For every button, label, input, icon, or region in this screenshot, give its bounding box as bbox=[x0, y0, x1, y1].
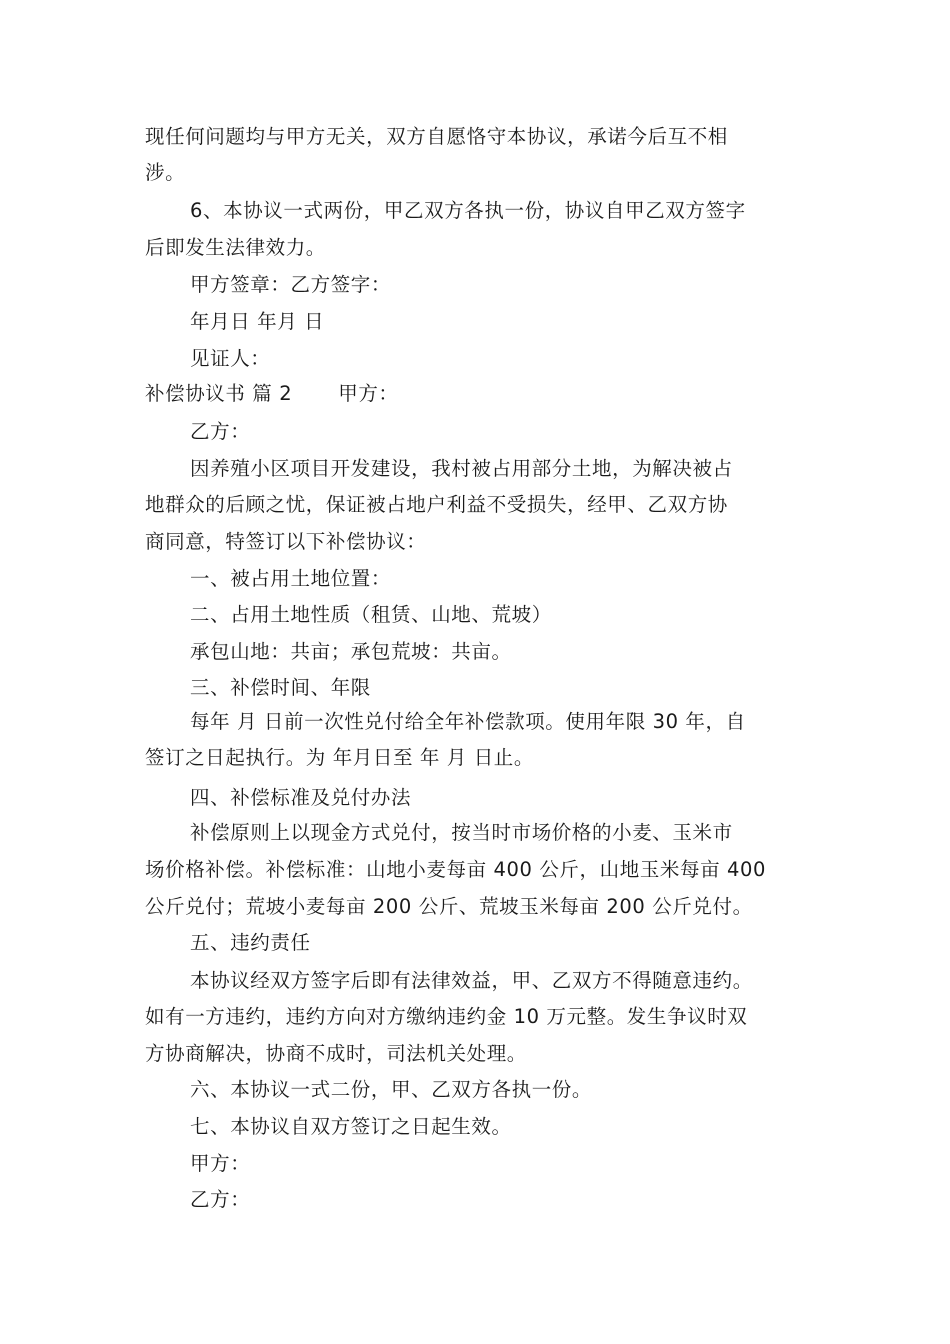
text-line-11: 因养殖小区项目开发建设，我村被占用部分土地，为解决被占 bbox=[190, 457, 733, 480]
text-line-28: 六、本协议一式二份，甲、乙双方各执一份。 bbox=[190, 1078, 593, 1101]
text-line-30: 甲方： bbox=[190, 1152, 251, 1175]
text-line-1: 现任何问题均与甲方无关，双方自愿恪守本协议，承诺今后互不相 bbox=[145, 125, 728, 148]
text-line-25: 本协议经双方签字后即有法律效益，甲、乙双方不得随意违约。 bbox=[190, 969, 753, 992]
section-heading-line bbox=[145, 381, 399, 407]
text-line-18: 每年 月 日前一次性兑付给全年补偿款项。使用年限 30 年，自 bbox=[190, 710, 746, 733]
text-line-22: 场价格补偿。补偿标准：山地小麦每亩 400 公斤，山地玉米每亩 400 bbox=[145, 858, 767, 881]
text-line-20: 四、补偿标准及兑付办法 bbox=[190, 786, 412, 809]
text-line-16: 承包山地：共亩；承包荒坡：共亩。 bbox=[190, 640, 512, 663]
text-line-2: 涉。 bbox=[145, 161, 186, 184]
text-line-17: 三、补偿时间、年限 bbox=[190, 676, 371, 699]
text-line-6: 年月日 年月 日 bbox=[190, 310, 325, 333]
text-line-13: 商同意，特签订以下补偿协议： bbox=[145, 530, 427, 553]
text-line-29: 七、本协议自双方签订之日起生效。 bbox=[190, 1115, 512, 1138]
party-a-label: 甲方： bbox=[338, 382, 399, 405]
text-line-27: 方协商解决，协商不成时，司法机关处理。 bbox=[145, 1042, 527, 1065]
text-line-19: 签订之日起执行。为 年月日至 年 月 日止。 bbox=[145, 746, 534, 769]
text-line-23: 公斤兑付；荒坡小麦每亩 200 公斤、荒坡玉米每亩 200 公斤兑付。 bbox=[145, 895, 753, 918]
text-line-31: 乙方： bbox=[190, 1188, 251, 1211]
text-line-21: 补偿原则上以现金方式兑付，按当时市场价格的小麦、玉米市 bbox=[190, 821, 733, 844]
text-line-4: 后即发生法律效力。 bbox=[145, 236, 326, 259]
text-line-12: 地群众的后顾之忧，保证被占地户利益不受损失，经甲、乙双方协 bbox=[145, 493, 728, 516]
text-line-14: 一、被占用土地位置： bbox=[190, 567, 392, 590]
section-title: 补偿协议书 篇 2 bbox=[145, 382, 293, 405]
text-line-24: 五、违约责任 bbox=[190, 931, 311, 954]
text-line-7: 见证人： bbox=[190, 347, 271, 370]
text-line-3: 6、本协议一式两份，甲乙双方各执一份，协议自甲乙双方签字 bbox=[190, 199, 746, 222]
text-line-5: 甲方签章：乙方签字： bbox=[190, 273, 392, 296]
text-line-10: 乙方： bbox=[190, 420, 251, 443]
text-line-15: 二、占用土地性质（租赁、山地、荒坡） bbox=[190, 603, 552, 626]
text-line-26: 如有一方违约，违约方向对方缴纳违约金 10 万元整。发生争议时双 bbox=[145, 1005, 748, 1028]
